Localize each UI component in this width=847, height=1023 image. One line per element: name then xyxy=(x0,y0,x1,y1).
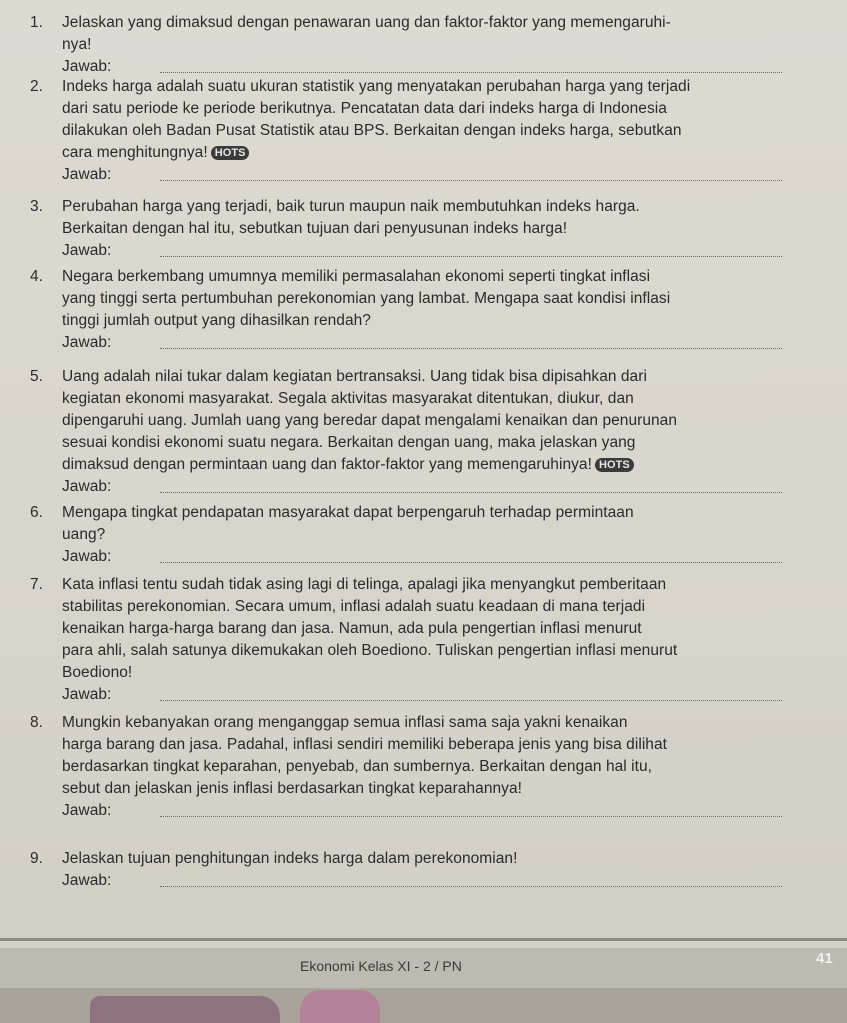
question-line-text: nya! xyxy=(62,36,92,53)
question-line-text: Mungkin kebanyakan orang menganggap semua inflasi sama saja yakni kenaikan xyxy=(62,714,628,731)
question-line-text: Uang adalah nilai tukar dalam kegiatan bertransaksi. Uang tidak bisa dipisahkan dari xyxy=(62,368,647,385)
hots-badge: HOTS xyxy=(595,458,634,472)
answer-line[interactable] xyxy=(160,492,782,493)
question-line-text: yang tinggi serta pertumbuhan perekonomian yang lambat. Mengapa saat kondisi inflasi xyxy=(62,290,671,307)
question-line xyxy=(62,502,832,524)
footer-text: Ekonomi Kelas XI - 2 / PN xyxy=(300,958,462,974)
answer-line[interactable] xyxy=(160,700,782,701)
question-line-text: kegiatan ekonomi masyarakat. Segala aktivitas masyarakat ditentukan, diukur, dan xyxy=(62,390,634,407)
question-line-text: Negara berkembang umumnya memiliki permasalahan ekonomi seperti tingkat inflasi xyxy=(62,268,651,285)
answer-label: Jawab: xyxy=(62,242,112,259)
question-line-text: cara menghitungnya! xyxy=(62,144,208,161)
answer-label: Jawab: xyxy=(62,802,112,819)
question-line xyxy=(62,388,832,410)
page-number: 41 xyxy=(816,950,833,967)
question-line-text: dilakukan oleh Badan Pusat Statistik atau BPS. Berkaitan dengan indeks harga, sebutkan xyxy=(62,122,682,139)
question-line xyxy=(62,34,832,56)
question-text xyxy=(62,196,832,262)
question-line xyxy=(62,454,832,476)
question-line-text: berdasarkan tingkat keparahan, penyebab, dan sumbernya. Berkaitan dengan hal itu, xyxy=(62,758,653,775)
answer-line[interactable] xyxy=(160,180,782,181)
question-line-text: Boediono! xyxy=(62,664,133,681)
question-line xyxy=(62,712,832,734)
question-line xyxy=(62,778,832,800)
question-line xyxy=(62,142,832,164)
question-line xyxy=(62,310,832,332)
answer-label: Jawab: xyxy=(62,334,112,351)
question-line-text: Jelaskan yang dimaksud dengan penawaran uang dan faktor-faktor yang memengaruhi- xyxy=(62,14,671,31)
answer-line[interactable] xyxy=(160,72,782,73)
question-line xyxy=(62,76,832,98)
answer-line[interactable] xyxy=(160,256,782,257)
question-line xyxy=(62,120,832,142)
question-text xyxy=(62,266,832,354)
answer-label: Jawab: xyxy=(62,58,112,75)
question-line-text: kenaikan harga-harga barang dan jasa. Namun, ada pula pengertian inflasi menurut xyxy=(62,620,642,637)
question-number: 6. xyxy=(30,504,43,521)
question-number: 1. xyxy=(30,14,43,31)
answer-row xyxy=(62,546,832,568)
question-line xyxy=(62,848,832,870)
answer-label: Jawab: xyxy=(62,478,112,495)
question-line-text: para ahli, salah satunya dikemukakan oleh Boediono. Tuliskan pengertian inflasi menurut xyxy=(62,642,678,659)
question-number: 8. xyxy=(30,714,43,731)
question-line xyxy=(62,218,832,240)
question-line xyxy=(62,98,832,120)
answer-label: Jawab: xyxy=(62,548,112,565)
question-line-text: dipengaruhi uang. Jumlah uang yang beredar dapat mengalami kenaikan dan penurunan xyxy=(62,412,678,429)
question-line xyxy=(62,524,832,546)
pen-scribble-decoration xyxy=(300,990,380,1023)
question-line xyxy=(62,196,832,218)
question-text xyxy=(62,502,832,568)
question-line xyxy=(62,432,832,454)
question-number: 5. xyxy=(30,368,43,385)
question-line xyxy=(62,266,832,288)
question-text xyxy=(62,12,832,78)
question-line-text: Perubahan harga yang terjadi, baik turun maupun naik membutuhkan indeks harga. xyxy=(62,198,640,215)
question-line xyxy=(62,288,832,310)
answer-label: Jawab: xyxy=(62,686,112,703)
question-line xyxy=(62,734,832,756)
question-line xyxy=(62,410,832,432)
question-line-text: uang? xyxy=(62,526,106,543)
question-line xyxy=(62,640,832,662)
question-line-text: Jelaskan tujuan penghitungan indeks harga dalam perekonomian! xyxy=(62,850,518,867)
answer-line[interactable] xyxy=(160,348,782,349)
question-line-text: sesuai kondisi ekonomi suatu negara. Berkaitan dengan uang, maka jelaskan yang xyxy=(62,434,636,451)
answer-line[interactable] xyxy=(160,562,782,563)
question-line xyxy=(62,618,832,640)
question-number: 2. xyxy=(30,78,43,95)
question-line-text: dari satu periode ke periode berikutnya. Pencatatan data dari indeks harga di Indonesia xyxy=(62,100,667,117)
question-number: 9. xyxy=(30,850,43,867)
question-line-text: sebut dan jelaskan jenis inflasi berdasarkan tingkat keparahannya! xyxy=(62,780,522,797)
question-number: 4. xyxy=(30,268,43,285)
answer-row xyxy=(62,164,832,186)
question-text xyxy=(62,366,832,498)
question-line xyxy=(62,596,832,618)
answer-row xyxy=(62,56,832,78)
question-line-text: tinggi jumlah output yang dihasilkan rendah? xyxy=(62,312,371,329)
question-line xyxy=(62,756,832,778)
answer-row xyxy=(62,476,832,498)
answer-line[interactable] xyxy=(160,816,782,817)
question-line-text: harga barang dan jasa. Padahal, inflasi sendiri memiliki beberapa jenis yang bisa dilihat xyxy=(62,736,668,753)
question-number: 3. xyxy=(30,198,43,215)
question-text xyxy=(62,76,832,186)
question-text xyxy=(62,848,832,892)
question-line-text: Kata inflasi tentu sudah tidak asing lagi di telinga, apalagi jika menyangkut pemberitaan xyxy=(62,576,667,593)
question-text xyxy=(62,574,832,706)
answer-row xyxy=(62,684,832,706)
answer-row xyxy=(62,240,832,262)
question-line-text: Berkaitan dengan hal itu, sebutkan tujuan dari penyusunan indeks harga! xyxy=(62,220,568,237)
question-number: 7. xyxy=(30,576,43,593)
hots-badge: HOTS xyxy=(211,146,250,160)
question-line xyxy=(62,662,832,684)
question-line xyxy=(62,574,832,596)
answer-row xyxy=(62,870,832,892)
question-line-text: Indeks harga adalah suatu ukuran statistik yang menyatakan perubahan harga yang terjadi xyxy=(62,78,691,95)
question-line xyxy=(62,12,832,34)
pen-scribble-decoration xyxy=(90,996,280,1023)
answer-row xyxy=(62,800,832,822)
answer-label: Jawab: xyxy=(62,872,112,889)
answer-row xyxy=(62,332,832,354)
page-bottom-divider xyxy=(0,938,847,941)
question-line-text: stabilitas perekonomian. Secara umum, inflasi adalah suatu keadaan di mana terjadi xyxy=(62,598,646,615)
answer-label: Jawab: xyxy=(62,166,112,183)
question-line xyxy=(62,366,832,388)
question-line-text: Mengapa tingkat pendapatan masyarakat dapat berpengaruh terhadap permintaan xyxy=(62,504,634,521)
answer-line[interactable] xyxy=(160,886,782,887)
question-text xyxy=(62,712,832,822)
question-line-text: dimaksud dengan permintaan uang dan faktor-faktor yang memengaruhinya! xyxy=(62,456,592,473)
